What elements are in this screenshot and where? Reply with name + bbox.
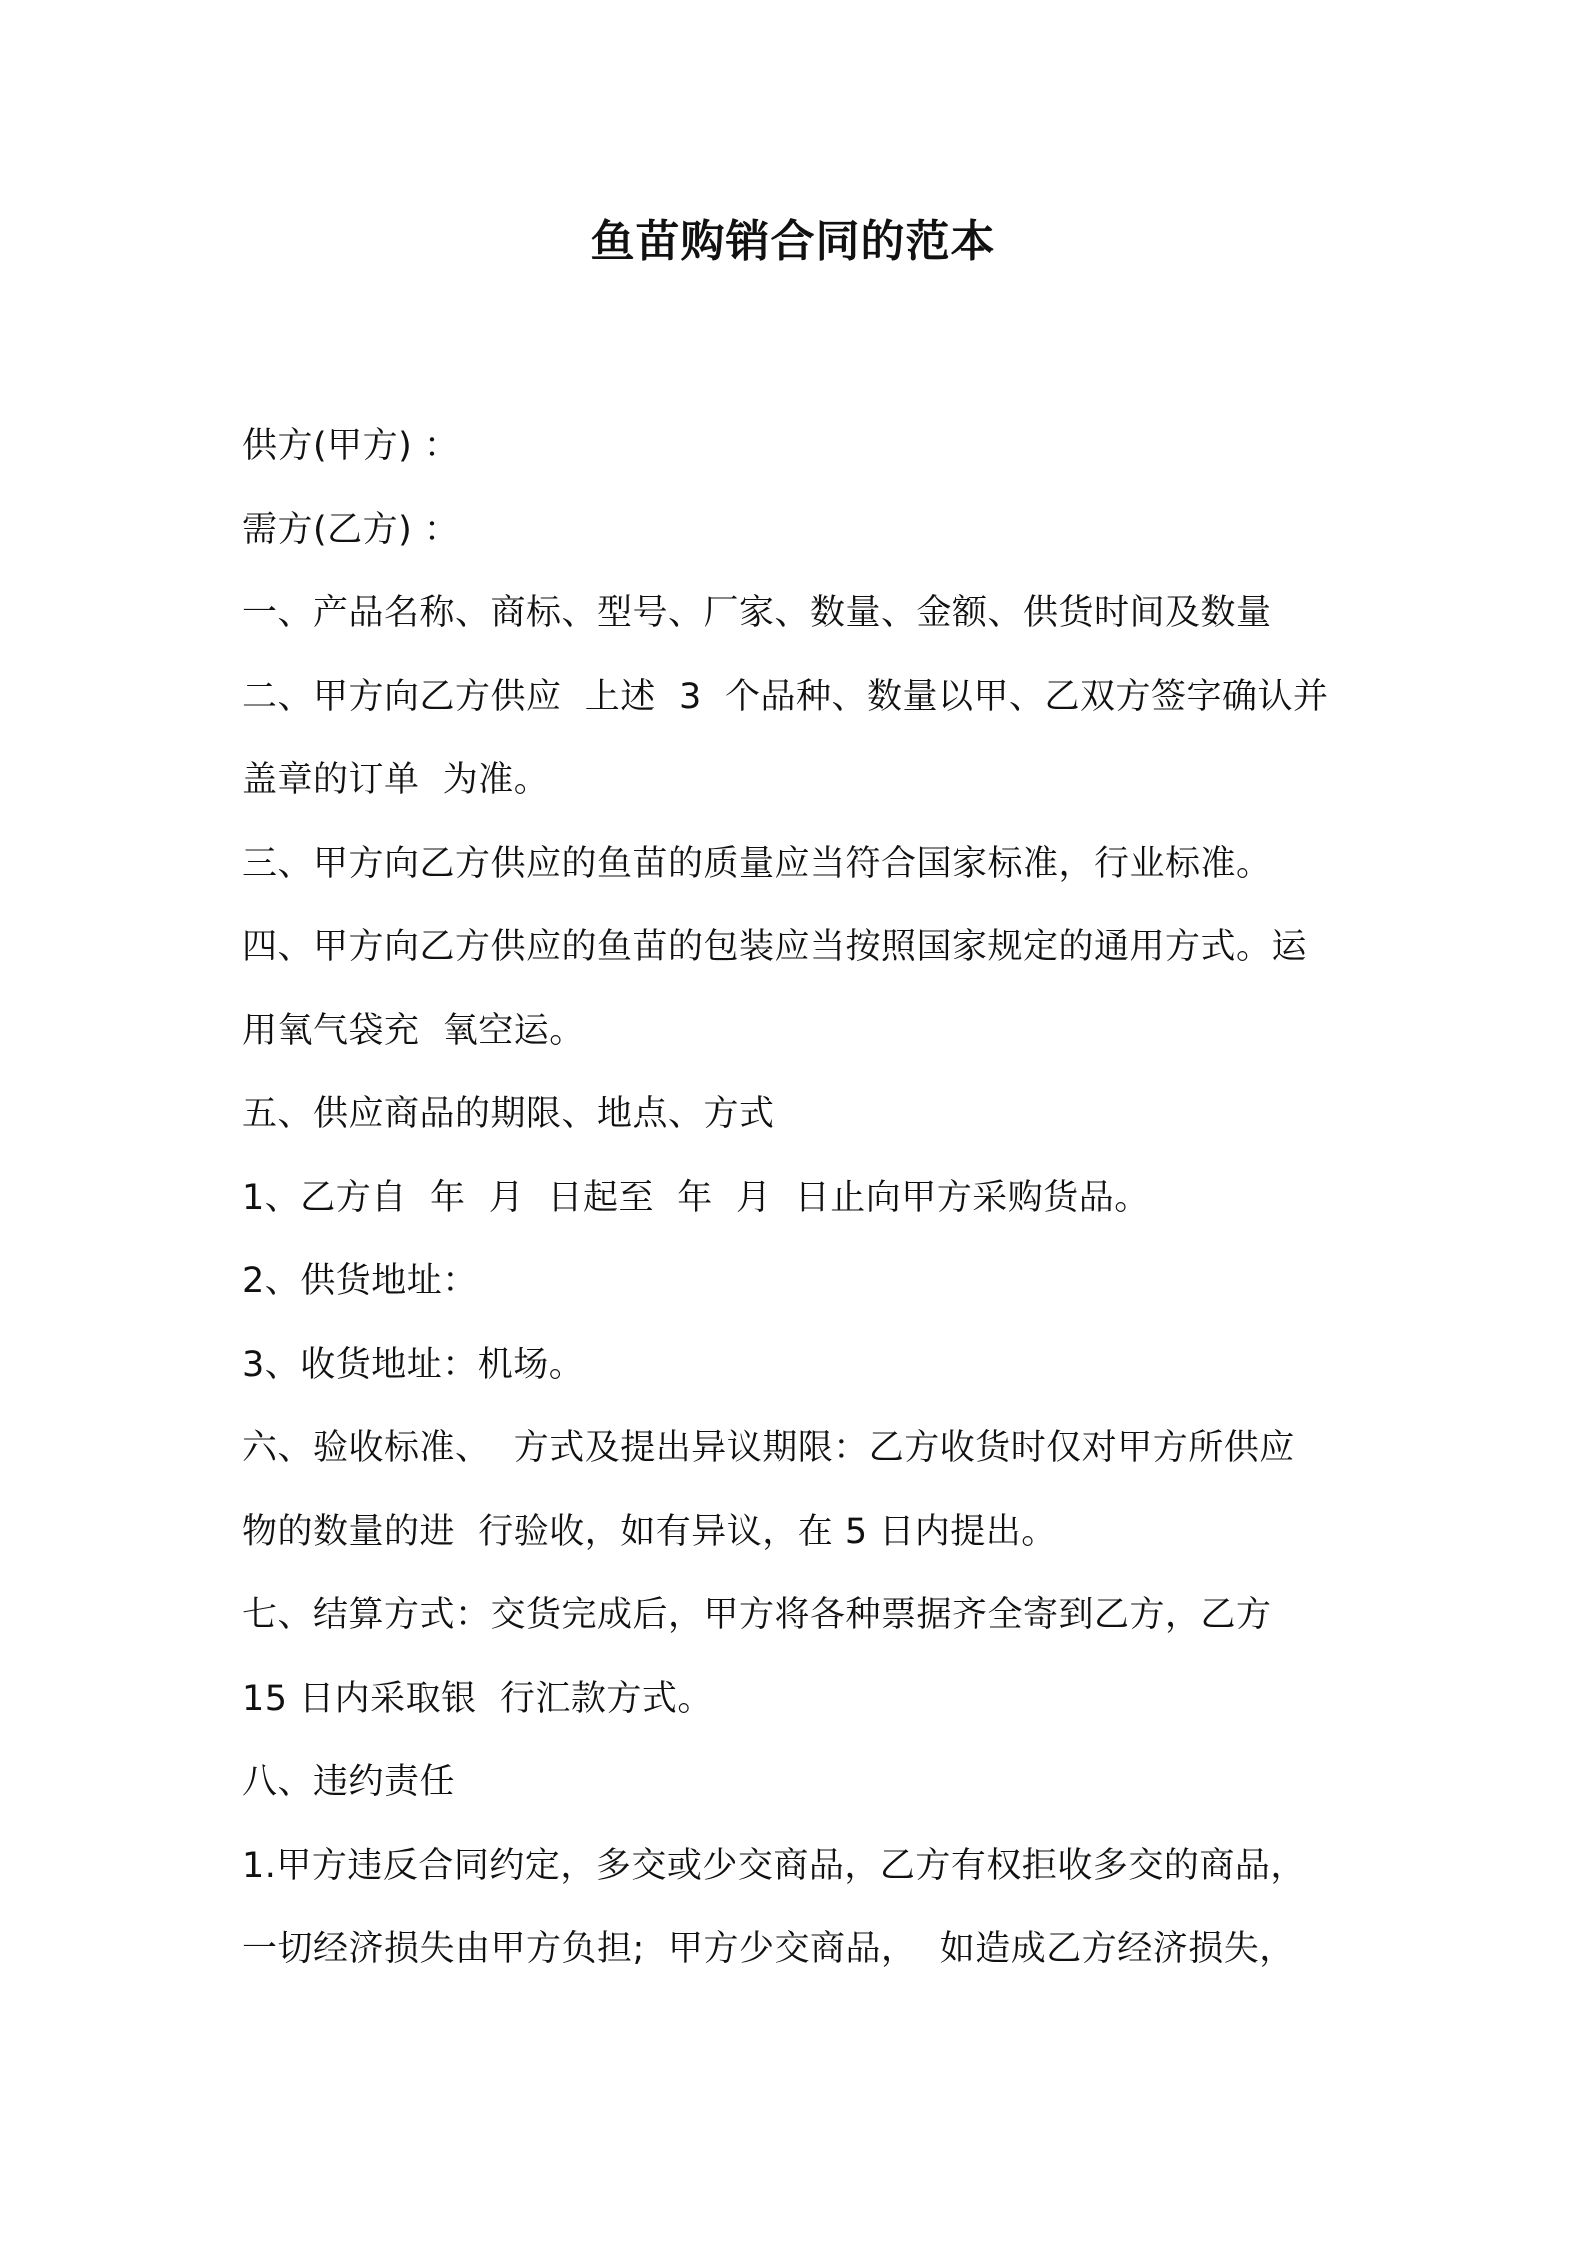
paragraph-line: 八、违约责任 [242, 1762, 456, 1802]
paragraph-line: 15 日内采取银 行汇款方式。 [242, 1678, 713, 1719]
paragraph-line-supplier: 供方(甲方) ： [242, 426, 460, 466]
paragraph-line: 2、供货地址： [242, 1261, 478, 1301]
document-title: 鱼苗购销合同的范本 [590, 216, 996, 267]
paragraph-line: 二、甲方向乙方供应 上述 3 个品种、数量以甲、乙双方签字确认并 [242, 676, 1329, 717]
paragraph-line: 一、产品名称、商标、型号、厂家、数量、金额、供货时间及数量 [242, 593, 1272, 633]
document-body [242, 405, 1362, 1992]
paragraph-line: 七、结算方式：交货完成后，甲方将各种票据齐全寄到乙方，乙方 [242, 1595, 1272, 1635]
paragraph-line: 六、验收标准、 方式及提出异议期限：乙方收货时仅对甲方所供应 [242, 1428, 1295, 1468]
paragraph-line: 1、乙方自 年 月 日起至 年 月 日止向甲方采购货品。 [242, 1177, 1150, 1218]
paragraph-line: 物的数量的进 行验收，如有异议，在 5 日内提出。 [242, 1511, 1057, 1552]
paragraph-line: 五、供应商品的期限、地点、方式 [242, 1094, 775, 1134]
paragraph-line: 用氧气袋充 氧空运。 [242, 1010, 585, 1051]
paragraph-line: 三、甲方向乙方供应的鱼苗的质量应当符合国家标准，行业标准。 [242, 843, 1272, 884]
paragraph-line-buyer: 需方(乙方) ： [242, 509, 460, 550]
paragraph-line: 1.甲方违反合同约定，多交或少交商品，乙方有权拒收多交的商品， [242, 1845, 1306, 1886]
paragraph-line: 四、甲方向乙方供应的鱼苗的包装应当按照国家规定的通用方式。运 [242, 927, 1308, 967]
paragraph-line: 3、收货地址：机场。 [242, 1344, 585, 1385]
paragraph-line: 一切经济损失由甲方负担; 甲方少交商品， 如造成乙方经济损失， [242, 1929, 1295, 1969]
paragraph-line: 盖章的订单 为准。 [242, 760, 550, 800]
